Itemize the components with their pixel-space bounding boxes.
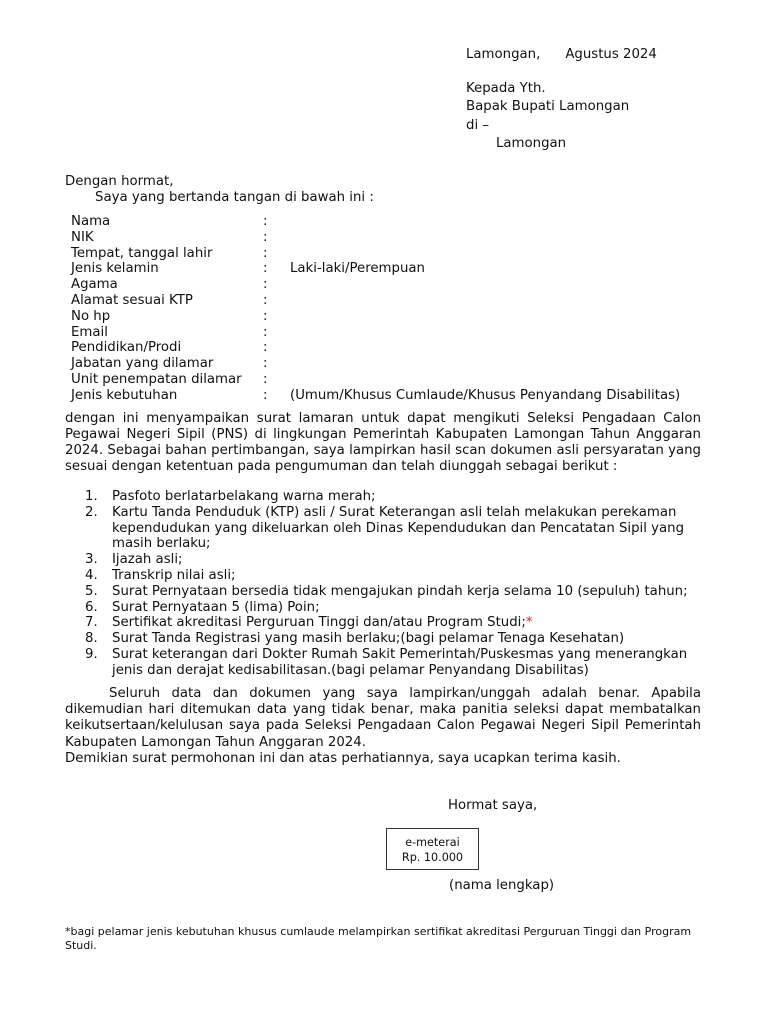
field-row-nama bbox=[71, 214, 731, 230]
field-colon: : bbox=[263, 277, 268, 293]
list-number: 3. bbox=[85, 552, 98, 568]
list-number: 6. bbox=[85, 599, 98, 615]
list-number: 7. bbox=[85, 615, 98, 631]
intro-line: Saya yang bertanda tangan di bawah ini : bbox=[95, 190, 374, 205]
list-item bbox=[65, 631, 705, 647]
body-paragraph bbox=[65, 411, 701, 475]
closing-line: Demikian surat permohonan ini dan atas perhatiannya, saya ucapkan terima kasih. bbox=[65, 750, 621, 766]
salutation: Dengan hormat, bbox=[65, 174, 174, 189]
list-item bbox=[65, 505, 705, 552]
field-label: Jenis kelamin bbox=[71, 261, 159, 277]
field-row-unit bbox=[71, 372, 731, 388]
list-number: 9. bbox=[85, 646, 98, 662]
field-colon: : bbox=[263, 356, 268, 372]
meterai-label: e-meterai bbox=[405, 836, 460, 849]
field-colon: : bbox=[263, 340, 268, 356]
list-text: Surat keterangan dari Dokter Rumah Sakit Pemerintah/Puskesmas yang menerangkan jenis dan derajat kedisabilitasan.(bagi pelamar Penyandang Disabilitas) bbox=[112, 646, 688, 678]
to-line: Kepada Yth. bbox=[466, 80, 546, 96]
field-row-no-hp bbox=[71, 309, 731, 325]
list-number: 2. bbox=[85, 504, 98, 520]
list-number: 5. bbox=[85, 583, 98, 599]
list-text: Transkrip nilai asli; bbox=[112, 567, 236, 583]
field-colon: : bbox=[263, 261, 268, 277]
field-colon: : bbox=[263, 229, 268, 245]
recipient-line: Bapak Bupati Lamongan bbox=[466, 99, 630, 114]
list-text: Surat Pernyataan 5 (lima) Poin; bbox=[112, 599, 320, 615]
field-label: Agama bbox=[71, 277, 118, 293]
field-label: Alamat sesuai KTP bbox=[71, 292, 193, 308]
field-label: Email bbox=[71, 324, 108, 340]
field-colon: : bbox=[263, 324, 268, 340]
body-paragraph-text: dengan ini menyampaikan surat lamaran untuk dapat mengikuti Seleksi Pengadaan Calon Pegawai Negeri Sipil (PNS) di lingkungan Pemerintah Kabupaten Lamongan Tahun Anggaran 2024. Sebagai bahan pertimbangan, saya lampirkan hasil scan dokumen asli persyaratan yang sesuai dengan ketentuan pada pengumuman dan telah diunggah sebagai berikut : bbox=[65, 411, 701, 474]
field-row-nik bbox=[71, 230, 731, 246]
list-item bbox=[65, 489, 705, 505]
field-label: Tempat, tanggal lahir bbox=[71, 245, 213, 261]
signature-name: (nama lengkap) bbox=[449, 878, 555, 893]
city-line: Lamongan bbox=[496, 136, 567, 151]
list-item bbox=[65, 615, 705, 631]
field-value: Laki-laki/Perempuan bbox=[290, 261, 425, 277]
field-row-alamat bbox=[71, 293, 731, 309]
list-text: Surat Tanda Registrasi yang masih berlaku;(bagi pelamar Tenaga Kesehatan) bbox=[112, 631, 625, 647]
place-text: Lamongan, bbox=[466, 47, 541, 62]
footnote: *bagi pelamar jenis kebutuhan khusus cumlaude melampirkan sertifikat akreditasi Perguruan Tinggi dan Program Studi. bbox=[65, 925, 692, 952]
field-row-pendidikan bbox=[71, 340, 731, 356]
field-colon: : bbox=[263, 371, 268, 387]
list-number: 4. bbox=[85, 567, 98, 583]
footnote-marker: * bbox=[525, 615, 533, 631]
field-label: NIK bbox=[71, 229, 94, 245]
field-row-jenis-kelamin bbox=[71, 261, 731, 277]
field-colon: : bbox=[263, 387, 268, 403]
list-text: Kartu Tanda Penduduk (KTP) asli / Surat Keterangan asli telah melakukan perekaman kependudukan yang dikeluarkan oleh Dinas Kependudukan dan Pencatatan Sipil yang masih berlaku; bbox=[112, 504, 685, 552]
list-number: 8. bbox=[85, 631, 98, 647]
list-text: Ijazah asli; bbox=[112, 552, 183, 568]
field-label: Jabatan yang dilamar bbox=[71, 356, 214, 372]
field-colon: : bbox=[263, 308, 268, 324]
field-colon: : bbox=[263, 292, 268, 308]
closing-section bbox=[65, 686, 701, 767]
at-line: di – bbox=[466, 117, 490, 133]
applicant-fields bbox=[71, 214, 731, 404]
field-label: Nama bbox=[71, 214, 111, 229]
field-label: Pendidikan/Prodi bbox=[71, 340, 182, 356]
field-row-jenis-kebutuhan bbox=[71, 388, 731, 404]
meterai-value: Rp. 10.000 bbox=[401, 851, 464, 864]
address-block bbox=[466, 46, 657, 154]
field-label: Jenis kebutuhan bbox=[71, 387, 178, 403]
field-row-ttl bbox=[71, 246, 731, 262]
list-text: Sertifikat akreditasi Perguruan Tinggi dan/atau Program Studi; bbox=[112, 615, 526, 631]
field-label: No hp bbox=[71, 308, 111, 324]
date-line bbox=[466, 46, 657, 65]
list-number: 1. bbox=[85, 489, 98, 504]
document-list bbox=[65, 489, 705, 679]
list-item bbox=[65, 584, 705, 600]
list-item bbox=[65, 647, 705, 679]
field-label: Unit penempatan dilamar bbox=[71, 371, 242, 387]
closing-paragraph: Seluruh data dan dokumen yang saya lampirkan/unggah adalah benar. Apabila dikemudian hari ditemukan data yang tidak benar, maka panitia seleksi dapat membatalkan keikutsertaan/kelulusan saya pada Seleksi Pengadaan Calon Pegawai Negeri Sipil Pemerintah Kabupaten Lamongan Tahun Anggaran 2024. bbox=[65, 686, 701, 750]
list-item bbox=[65, 552, 705, 568]
field-colon: : bbox=[263, 245, 268, 261]
list-text: Pasfoto berlatarbelakang warna merah; bbox=[112, 489, 376, 504]
e-meterai-stamp bbox=[386, 828, 479, 870]
field-colon: : bbox=[263, 214, 268, 229]
date-text: Agustus 2024 bbox=[565, 47, 657, 62]
sign-off: Hormat saya, bbox=[448, 798, 538, 813]
list-item bbox=[65, 600, 705, 616]
list-item bbox=[65, 568, 705, 584]
field-value: (Umum/Khusus Cumlaude/Khusus Penyandang Disabilitas) bbox=[290, 387, 681, 403]
list-text: Surat Pernyataan bersedia tidak mengajukan pindah kerja selama 10 (sepuluh) tahun; bbox=[112, 583, 688, 599]
field-row-email bbox=[71, 325, 731, 341]
field-row-agama bbox=[71, 277, 731, 293]
field-row-jabatan bbox=[71, 356, 731, 372]
